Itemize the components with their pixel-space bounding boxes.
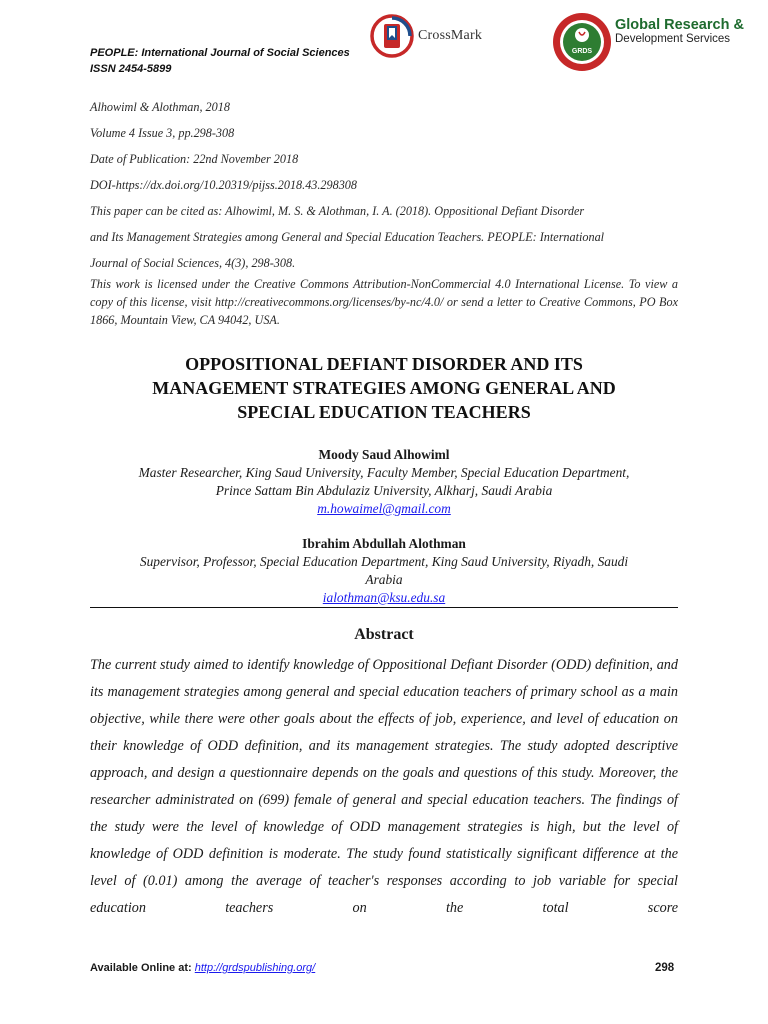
journal-issn: ISSN 2454-5899 (90, 63, 172, 75)
grds-text (615, 17, 744, 46)
author-affiliation-line-1: Master Researcher, King Saud University, Faculty Member, Special Education Department, (138, 465, 630, 480)
footer-url-link[interactable]: http://grdspublishing.org/ (194, 962, 316, 974)
grds-logo (551, 11, 744, 73)
author-name: Ibrahim Abdullah Alothman (302, 536, 466, 551)
grds-line1: Global Research & (615, 17, 744, 33)
abstract-heading: Abstract (354, 626, 414, 643)
grds-line2: Development Services (615, 33, 731, 45)
author-block-2 (90, 535, 678, 607)
author-name: Moody Saud Alhowiml (318, 447, 450, 462)
journal-header (90, 45, 350, 77)
author-affiliation-line-2: Prince Sattam Bin Abdulaziz University, Alkharj, Saudi Arabia (215, 483, 553, 498)
article-meta (90, 94, 678, 276)
citation-line-2: and Its Management Strategies among General and Special Education Teachers. PEOPLE: International (90, 230, 605, 244)
volume-issue: Volume 4 Issue 3, pp.298-308 (90, 126, 235, 140)
author-email-link[interactable]: ialothman@ksu.edu.sa (322, 590, 446, 605)
abstract-body: The current study aimed to identify knowledge of Oppositional Defiant Disorder (ODD) definition, and its management strategies among general and special education teachers of primary school as a main objective, while there were other goals about the effects of job, experience, and level of education on their knowledge of ODD definition, and its management strategies. The study adopted descriptive approach, and design a questionnaire depends on the goals and questions of this study. Moreover, the researcher administrated on (699) female of general and special education teachers. The findings of the study were the level of knowledge of ODD management strategies is high, but the level of knowledge of ODD definition is moderate. The study found statistically significant difference at the level of (0.01) among the average of teacher's responses according to job variable for special education teachers on the total score (90, 657, 678, 916)
paper-title (90, 352, 678, 424)
page-number: 298 (655, 962, 675, 974)
title-line-3: SPECIAL EDUCATION TEACHERS (237, 402, 531, 422)
author-affiliation-line-1: Supervisor, Professor, Special Education Department, King Saud University, Riyadh, Saudi (139, 554, 629, 569)
citation-line-1: This paper can be cited as: Alhowiml, M. S. & Alothman, I. A. (2018). Oppositional Defiant Disorder (90, 204, 585, 218)
license-text: This work is licensed under the Creative Commons Attribution-NonCommercial 4.0 International License. To view a copy of this license, visit http://creativecommons.org/licenses/by-nc/4.0/ or send a letter to Creative Commons, PO Box 1866, Mountain View, CA 94042, USA. (90, 277, 678, 327)
citation-line-3: Journal of Social Sciences, 4(3), 298-308. (90, 256, 296, 270)
footer-availability (90, 962, 315, 974)
footer-available-label: Available Online at: (90, 962, 192, 974)
crossmark-icon (370, 14, 414, 58)
authors-year: Alhowiml & Alothman, 2018 (90, 100, 230, 114)
publication-date: Date of Publication: 22nd November 2018 (90, 152, 299, 166)
author-block-1 (90, 446, 678, 518)
title-line-1: OPPOSITIONAL DEFIANT DISORDER AND ITS (185, 354, 583, 374)
svg-text:GRDS: GRDS (571, 48, 593, 55)
grds-seal-icon (551, 11, 613, 73)
author-email-link[interactable]: m.howaimel@gmail.com (317, 501, 451, 516)
doi: DOI-https://dx.doi.org/10.20319/pijss.2018.43.298308 (90, 178, 357, 192)
author-affiliation-line-2: Arabia (365, 572, 403, 587)
title-line-2: MANAGEMENT STRATEGIES AMONG GENERAL AND (152, 378, 616, 398)
section-divider (90, 607, 678, 608)
journal-name: PEOPLE: International Journal of Social Sciences (90, 47, 350, 59)
crossmark-logo[interactable] (370, 14, 482, 58)
crossmark-label: CrossMark (418, 28, 483, 43)
